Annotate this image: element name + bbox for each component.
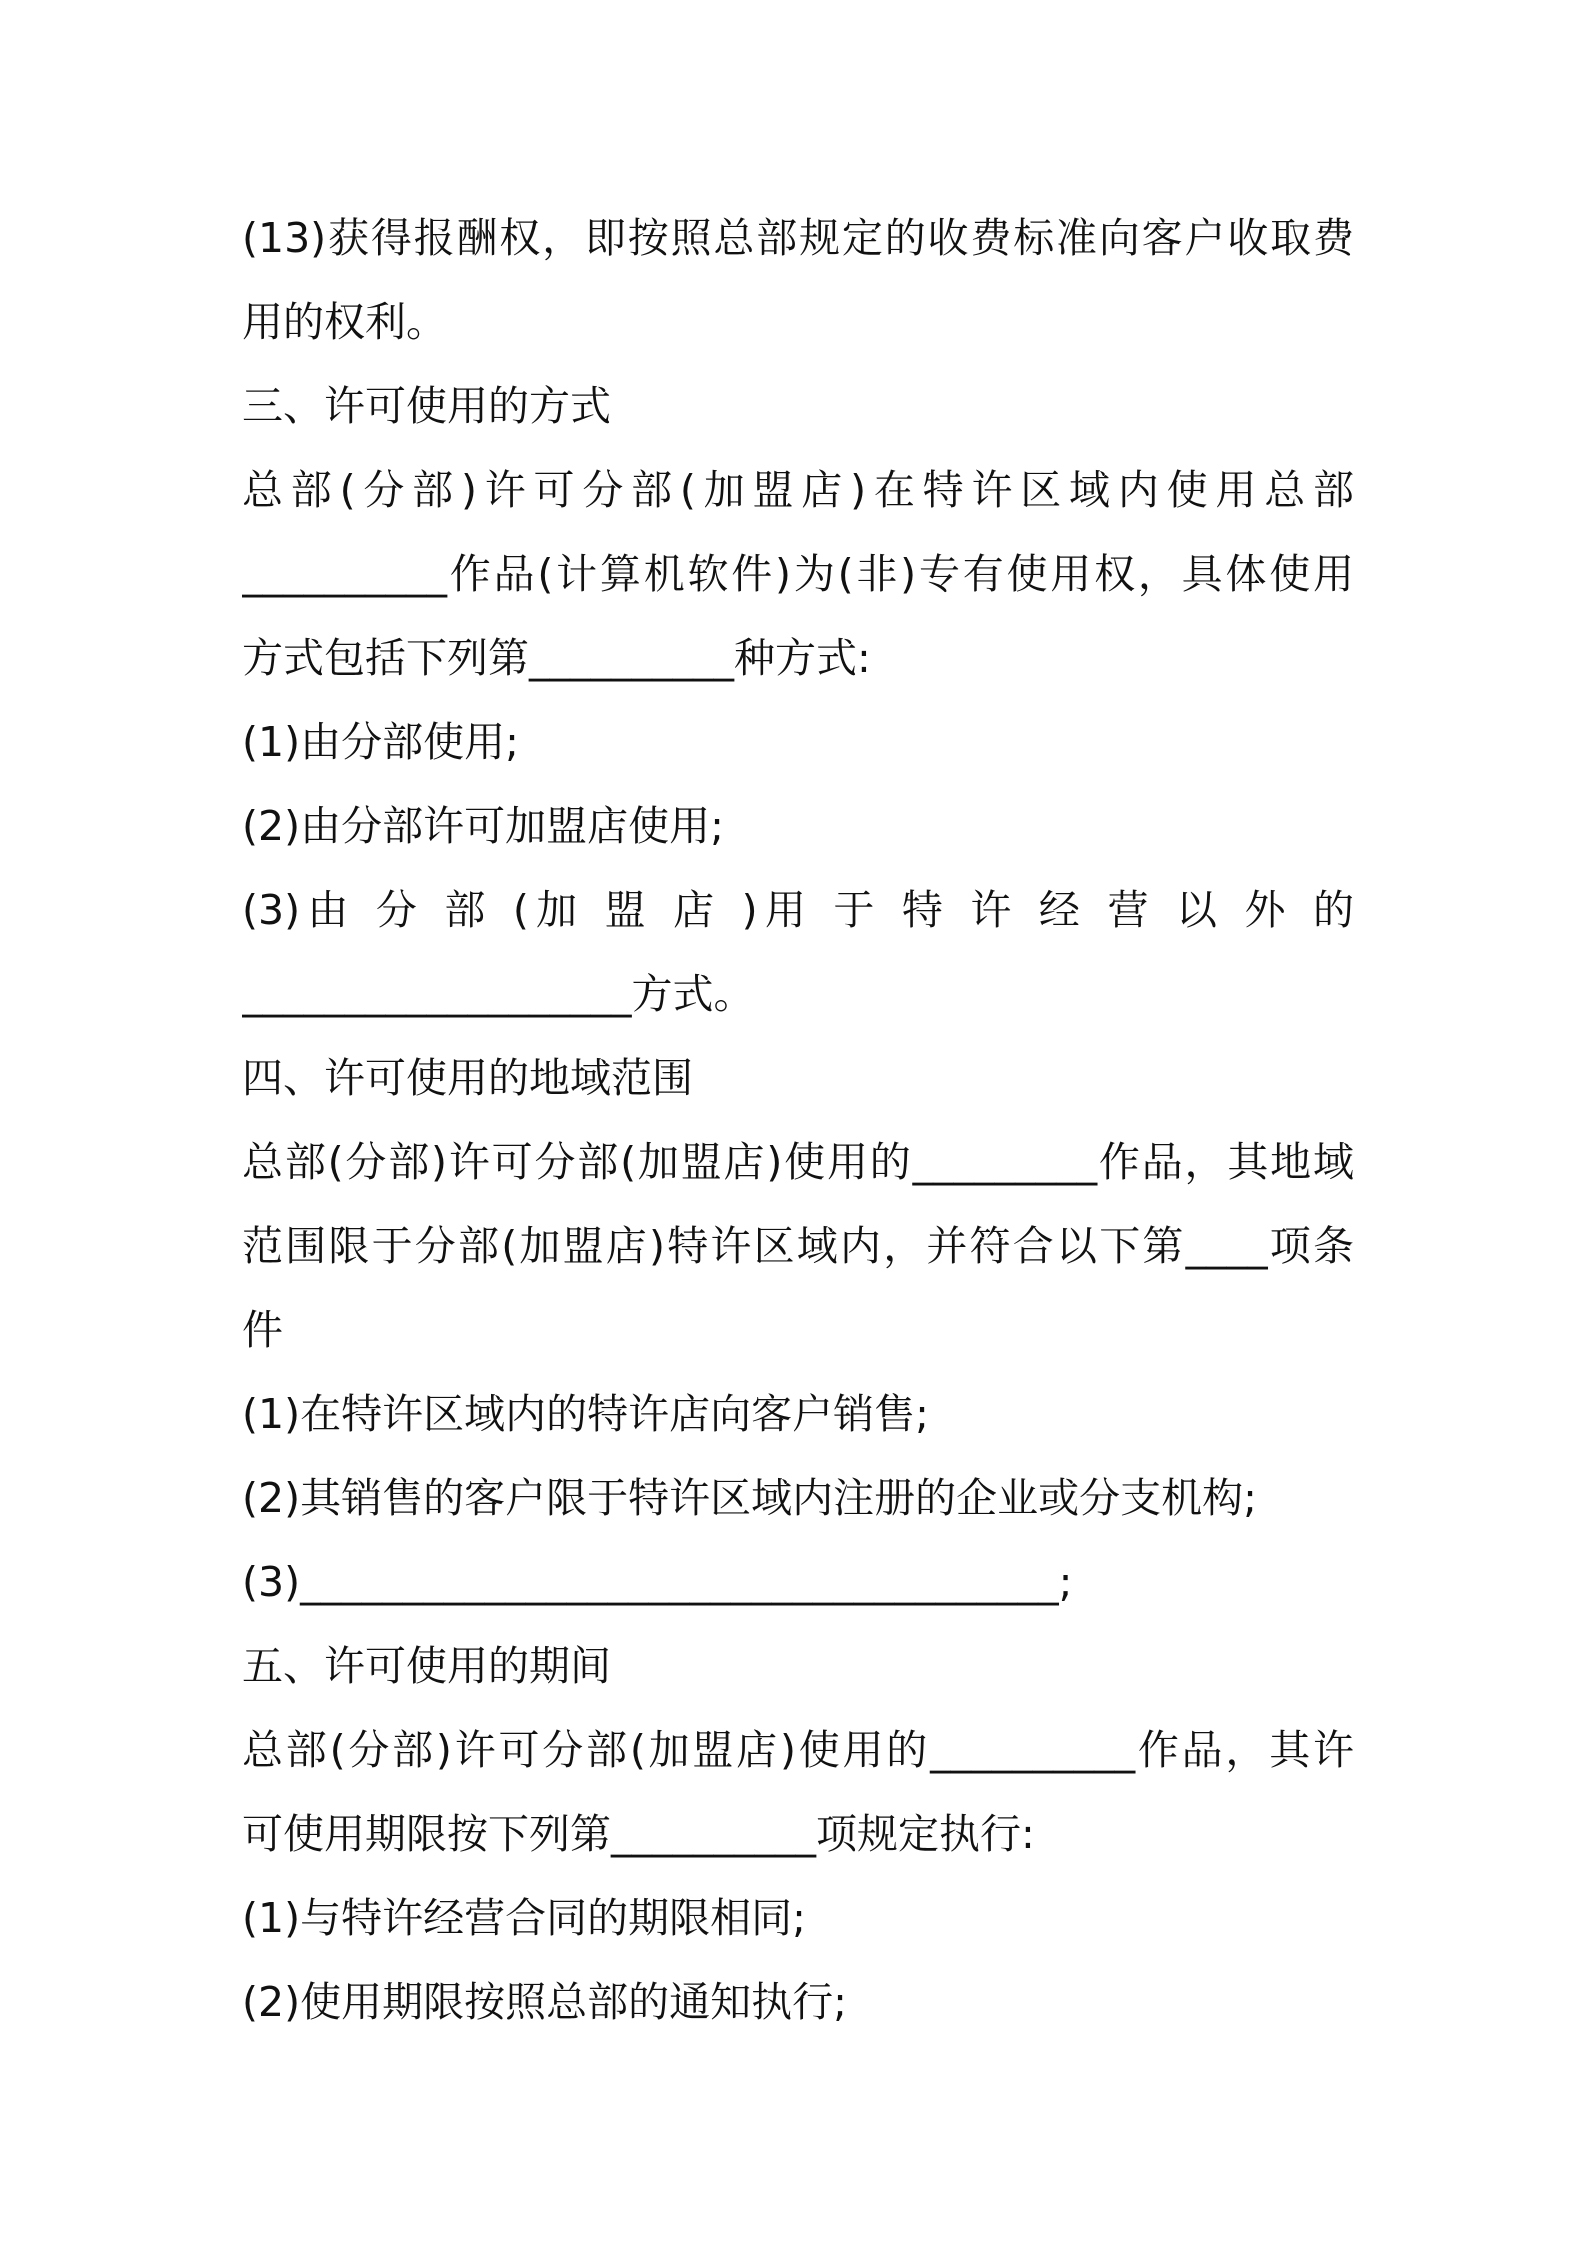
section-4-para-line-3: 件 — [242, 1306, 283, 1354]
section-4-item-3: (3)_____________________________________; — [242, 1558, 1073, 1606]
section-3-para-line-2: __________作品(计算机软件)为(非)专有使用权，具体使用 — [242, 550, 1354, 598]
section-3-item-3-line-1: (3)由 分 部 (加 盟 店 )用 于 特 许 经 营 以 外 的 — [242, 886, 1354, 934]
section-5-para-line-2: 可使用期限按下列第__________项规定执行: — [242, 1810, 1035, 1858]
section-3-heading: 三、许可使用的方式 — [242, 382, 611, 430]
section-4-para-line-1: 总部(分部)许可分部(加盟店)使用的_________作品，其地域 — [242, 1138, 1354, 1186]
section-3-para-line-3: 方式包括下列第__________种方式: — [242, 634, 871, 682]
section-4-item-1: (1)在特许区域内的特许店向客户销售; — [242, 1390, 929, 1438]
clause-13-line-2: 用的权利。 — [242, 298, 447, 346]
clause-13-line-1: (13)获得报酬权，即按照总部规定的收费标准向客户收取费 — [242, 214, 1354, 262]
section-3-item-1: (1)由分部使用; — [242, 718, 519, 766]
section-5-heading: 五、许可使用的期间 — [242, 1642, 611, 1690]
section-3-item-2: (2)由分部许可加盟店使用; — [242, 802, 724, 850]
section-4-heading: 四、许可使用的地域范围 — [242, 1054, 693, 1102]
section-3-item-3-line-2: ___________________方式。 — [242, 970, 755, 1018]
document-body — [242, 196, 1354, 2044]
section-5-para-line-1: 总部(分部)许可分部(加盟店)使用的__________作品，其许 — [242, 1726, 1354, 1774]
section-4-para-line-2: 范围限于分部(加盟店)特许区域内，并符合以下第____项条 — [242, 1222, 1354, 1270]
section-5-item-2: (2)使用期限按照总部的通知执行; — [242, 1978, 847, 2026]
section-4-item-2: (2)其销售的客户限于特许区域内注册的企业或分支机构; — [242, 1474, 1257, 1522]
section-5-item-1: (1)与特许经营合同的期限相同; — [242, 1894, 806, 1942]
section-3-para-line-1: 总部(分部)许可分部(加盟店)在特许区域内使用总部 — [242, 466, 1354, 514]
